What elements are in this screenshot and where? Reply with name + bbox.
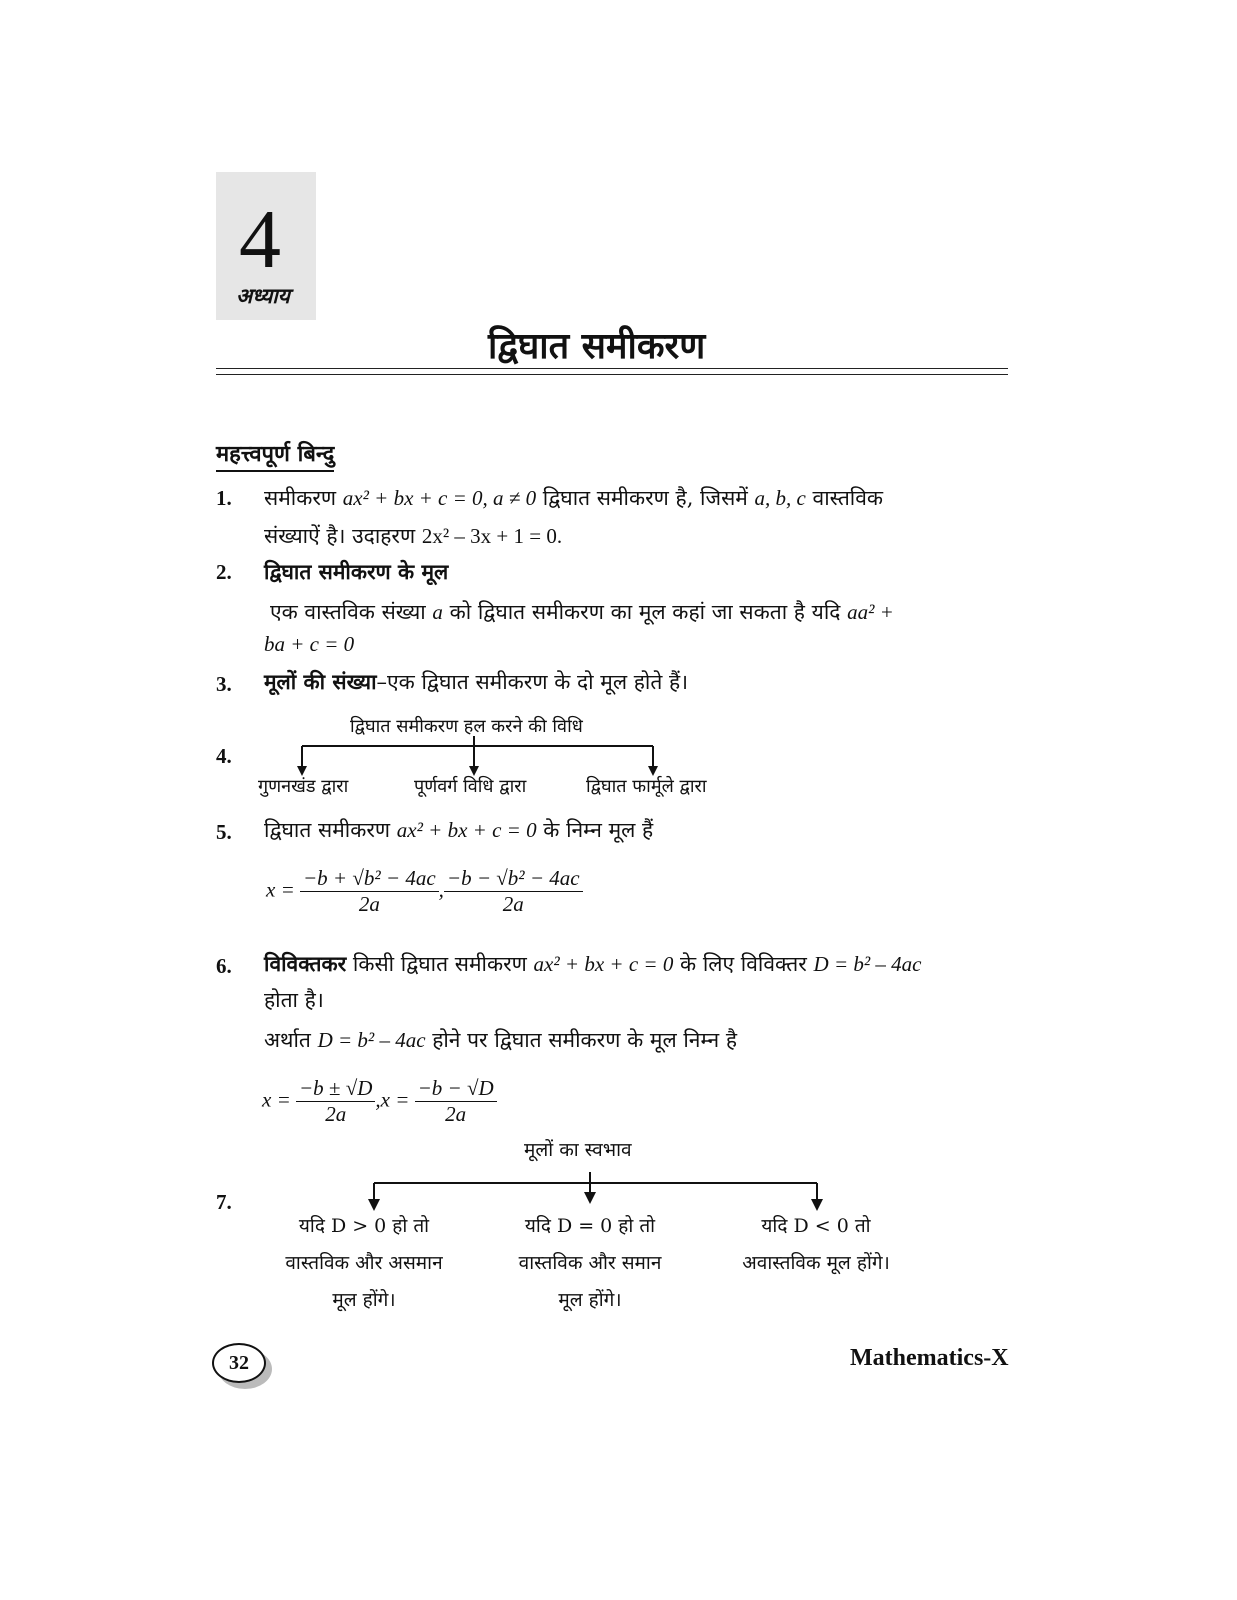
section-heading: महत्त्वपूर्ण बिन्दु [216,438,334,472]
method-factorisation: गुणनखंड द्वारा [258,776,349,797]
point-2-line-2: ba + c = 0 [264,632,355,656]
chapter-label: अध्याय [236,283,290,308]
point-1-number: 1. [216,486,232,510]
point-6-number: 6. [216,954,232,978]
chapter-badge [216,172,316,320]
point-6-formula: x = $\frac{-b \pm √D}{2a}$ ,x = $\frac{-b - √D}{2a}$ [262,1076,497,1127]
point-5-line-1: द्विघात समीकरण ax² + bx + c = 0 के निम्न मूल हैं [264,818,654,842]
page-number: 32 [212,1343,266,1383]
methods-root-label: द्विघात समीकरण हल करने की विधि [350,716,583,737]
nature-branch-negative: यदि D < 0 तो अवास्तविक मूल होंगे। [742,1215,890,1274]
point-2-heading: द्विघात समीकरण के मूल [264,559,449,584]
point-6-line-3: अर्थात D = b² – 4ac होने पर द्विघात समीकरण के मूल निम्न है [264,1028,738,1052]
point-1-line-1: समीकरण ax² + bx + c = 0, a ≠ 0 द्विघात समीकरण है, जिसमें a, b, c वास्तविक [264,486,884,510]
point-6-line-1: विविक्तकर किसी द्विघात समीकरण ax² + bx + c = 0 के लिए विविक्तर D = b² – 4ac [264,951,922,976]
chapter-title: द्विघात समीकरण [488,325,706,367]
point-5-number: 5. [216,820,232,844]
title-rule-bottom [216,374,1008,375]
point-3-number: 3. [216,672,232,696]
book-title: Mathematics-X [850,1345,1009,1371]
nature-branch-positive: यदि D > 0 हो तो वास्तविक और असमान मूल होंगे। [285,1215,443,1311]
point-4-number: 4. [216,744,232,768]
method-completing-square: पूर्णवर्ग विधि द्वारा [414,776,527,797]
nature-branch-zero: यदि D = 0 हो तो वास्तविक और समान मूल होंगे। [518,1215,662,1311]
point-5-formula: x = $\frac{\text{−b + √b² − 4ac}}{2a}$ , $\frac{\text{−b − √b² − 4ac}}{2a}$ [266,866,583,917]
point-2-line-1: एक वास्तविक संख्या a को द्विघात समीकरण का मूल कहां जा सकता है यदि aa² + [270,600,894,624]
point-6-line-2: होता है। [264,988,324,1012]
point-2-number: 2. [216,560,232,584]
method-quadratic-formula: द्विघात फार्मूले द्वारा [586,776,707,797]
point-7-number: 7. [216,1190,232,1214]
chapter-number: 4 [239,193,281,286]
point-1-line-2: संख्याऐं है। उदाहरण 2x² – 3x + 1 = 0. [264,524,563,548]
point-3-text: मूलों की संख्या–एक द्विघात समीकरण के दो मूल होते हैं। [264,669,689,694]
nature-root-label: मूलों का स्वभाव [524,1139,632,1161]
title-rule-top [216,368,1008,369]
